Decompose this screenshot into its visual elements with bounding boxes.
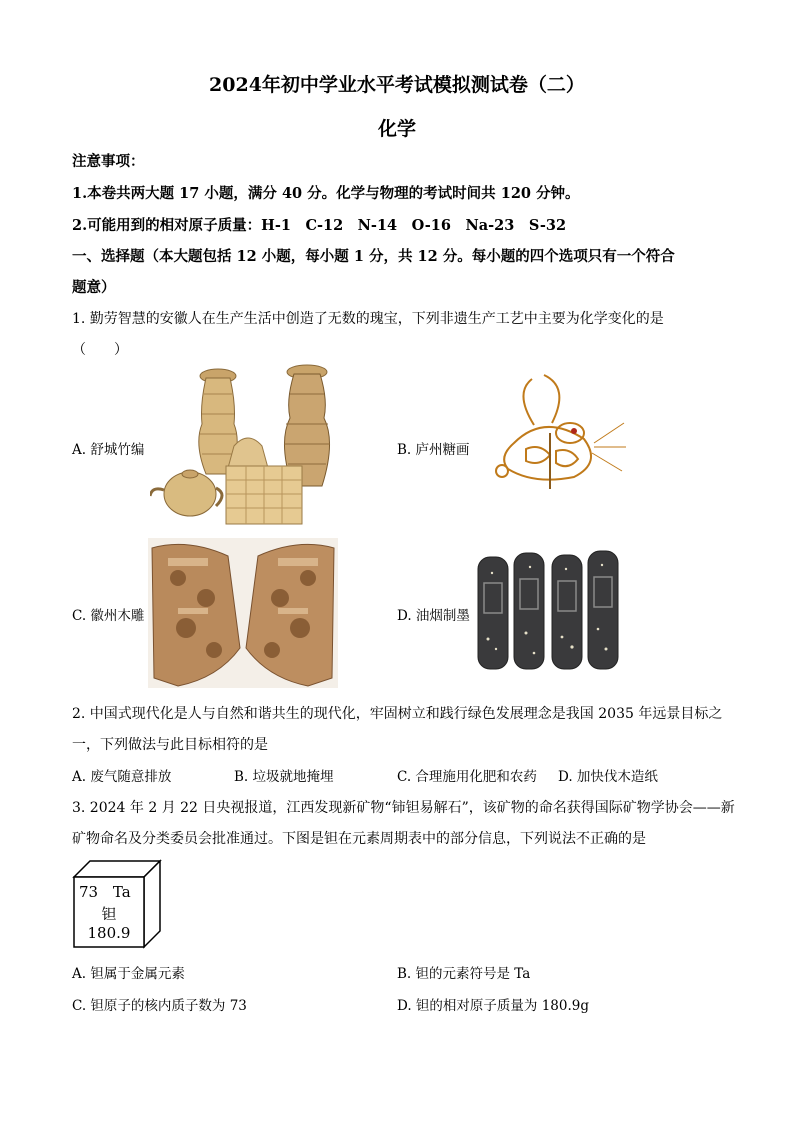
subject-title: 化学 xyxy=(377,118,416,140)
element-name: 钽 xyxy=(101,905,117,923)
section-heading-line-1: 一、选择题（本大题包括 12 小题，每小题 1 分，共 12 分。每小题的四个选项只有一个符合 xyxy=(72,248,675,265)
q2-option-b[interactable]: B. 垃圾就地掩埋 xyxy=(234,769,334,785)
sugar-painting-image xyxy=(474,373,630,491)
element-atomic-number: 73 xyxy=(79,883,99,901)
element-tile xyxy=(72,859,162,949)
exam-title: 2024年初中学业水平考试模拟测试卷（二） xyxy=(209,74,585,96)
wood-carving-image xyxy=(148,538,338,688)
q2-stem-line-2: 一，下列做法与此目标相符的是 xyxy=(72,737,268,753)
q1-option-a[interactable]: A. 舒城竹编 xyxy=(72,442,145,458)
bamboo-weaving-image xyxy=(150,364,334,528)
notes-line-2: 2.可能用到的相对原子质量：H-1 C-12 N-14 O-16 Na-23 S-32 xyxy=(72,217,567,234)
notes-line-1: 1.本卷共两大题 17 小题，满分 40 分。化学与物理的考试时间共 120 分钟。 xyxy=(72,185,580,202)
notes-heading: 注意事项： xyxy=(72,153,145,170)
q2-option-d[interactable]: D. 加快伐木造纸 xyxy=(558,769,658,785)
q3-option-a[interactable]: A. 钽属于金属元素 xyxy=(72,966,185,982)
q3-option-c[interactable]: C. 钽原子的核内质子数为 73 xyxy=(72,998,247,1014)
q1-option-c[interactable]: C. 徽州木雕 xyxy=(72,608,145,624)
q2-option-a[interactable]: A. 废气随意排放 xyxy=(72,769,172,785)
q3-option-b[interactable]: B. 钽的元素符号是 Ta xyxy=(397,966,531,982)
ink-sticks-image xyxy=(474,549,626,673)
q3-stem-line-2: 矿物命名及分类委员会批准通过。下图是钽在元素周期表中的部分信息，下列说法不正确的是 xyxy=(72,831,646,847)
q3-option-d[interactable]: D. 钽的相对原子质量为 180.9g xyxy=(397,998,590,1014)
element-symbol: Ta xyxy=(112,883,131,901)
q1-option-b[interactable]: B. 庐州糖画 xyxy=(397,442,470,458)
q1-stem-line-1: 1. 勤劳智慧的安徽人在生产生活中创造了无数的瑰宝，下列非遗生产工艺中主要为化学变化的是 xyxy=(72,311,664,327)
q1-stem-line-2: （ ） xyxy=(72,342,128,358)
q2-option-c[interactable]: C. 合理施用化肥和农药 xyxy=(397,769,537,785)
q2-stem-line-1: 2. 中国式现代化是人与自然和谐共生的现代化，牢固树立和践行绿色发展理念是我国 2035 年远景目标之 xyxy=(72,706,723,722)
section-heading-line-2: 题意） xyxy=(72,279,116,296)
q1-option-d[interactable]: D. 油烟制墨 xyxy=(397,608,470,624)
element-mass: 180.9 xyxy=(87,924,131,942)
q3-stem-line-1: 3. 2024 年 2 月 22 日央视报道，江西发现新矿物“铈钽易解石”，该矿物的命名获得国际矿物学协会——新 xyxy=(72,800,735,816)
